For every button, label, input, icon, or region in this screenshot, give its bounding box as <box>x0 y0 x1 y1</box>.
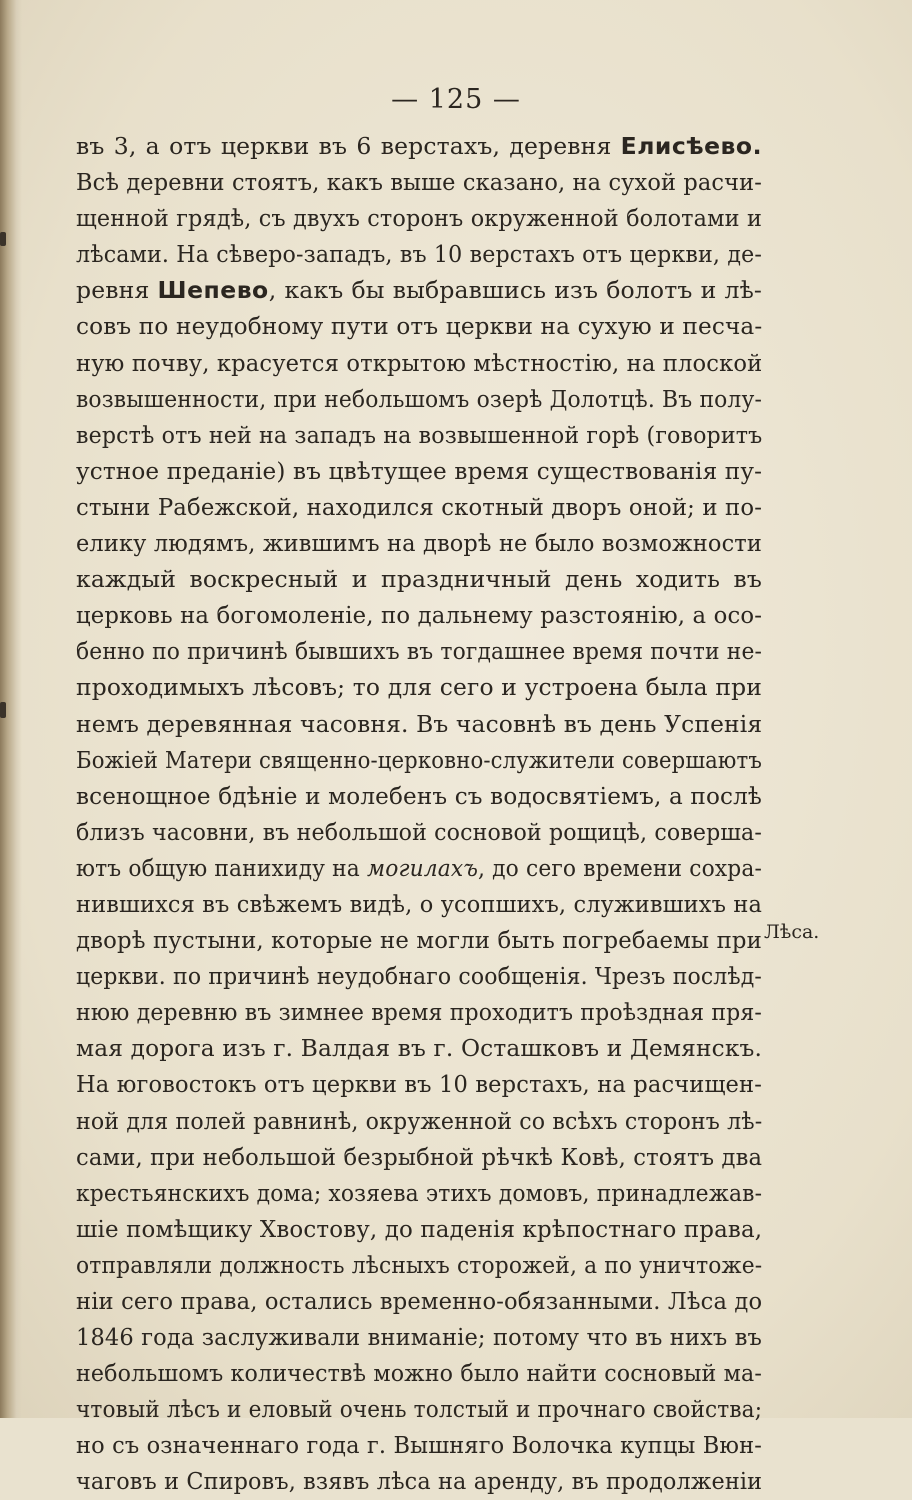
text-segment: Всѣ деревни стоятъ, какъ выше сказано, на сухой расчи- <box>76 168 762 197</box>
text-segment: ніи сего права, остались временно-обязанными. Лѣса до <box>76 1287 763 1315</box>
text-segment: дворѣ пустыни, которые не могли быть погребаемы при <box>76 926 762 955</box>
text-segment: На юговостокъ отъ церкви въ 10 верстахъ, на расчищен- <box>76 1070 762 1099</box>
text-segment: нюю деревню въ зимнее время проходитъ проѣздная пря- <box>76 998 763 1027</box>
text-segment: Божіей Матери священно-церковно-служители совершаютъ <box>76 745 762 774</box>
text-line <box>76 453 762 489</box>
text-segment: ную почву, красуется открытою мѣстностію, на плоской <box>76 348 763 377</box>
text-line <box>76 308 762 344</box>
text-segment: верстѣ отъ ней на западъ на возвышенной горѣ (говоритъ <box>76 420 763 449</box>
text-line <box>76 922 762 958</box>
text-line <box>76 886 762 922</box>
text-line <box>76 1175 762 1211</box>
text-line <box>76 706 762 742</box>
page-binding-edge <box>0 0 22 1418</box>
text-line <box>76 1283 762 1319</box>
text-segment: крестьянскихъ дома; хозяева этихъ домовъ, принадлежав- <box>76 1178 763 1207</box>
text-segment: лѣсами. На сѣверо-западъ, въ 10 верстахъ отъ церкви, де- <box>76 240 762 269</box>
text-line <box>76 1319 762 1355</box>
text-segment: возвышенности, при небольшомъ озерѣ Долотцѣ. Въ полу- <box>76 384 762 413</box>
text-segment: ютъ общую панихиду на <box>76 853 367 882</box>
binding-mark <box>0 702 6 718</box>
text-segment: , какъ бы выбравшись изъ болотъ и лѣ- <box>268 276 762 305</box>
text-segment: ревня <box>76 276 158 305</box>
text-line <box>76 778 762 814</box>
text-segment: , до сего времени сохра- <box>477 853 762 882</box>
text-segment: устное преданіе) въ цвѣтущее время существованія пу- <box>76 456 763 485</box>
text-line <box>76 1103 762 1139</box>
text-segment: небольшомъ количествѣ можно было найти сосновый ма- <box>76 1359 762 1388</box>
text-line <box>76 1247 762 1283</box>
text-segment: церкви. по причинѣ неудобнаго сообщенія. Чрезъ послѣд- <box>76 962 762 991</box>
text-segment: проходимыхъ лѣсовъ; то для сего и устроена была при <box>76 673 762 702</box>
text-segment: ной для полей равнинѣ, окруженной со всѣхъ сторонъ лѣ- <box>76 1106 763 1135</box>
text-line <box>76 1066 762 1102</box>
text-segment: близъ часовни, въ небольшой сосновой рощицѣ, соверша- <box>76 817 762 846</box>
text-segment: чтовый лѣсъ и еловый очень толстый и прочнаго свойства; <box>76 1395 763 1424</box>
text-line <box>76 1463 762 1499</box>
text-line <box>76 633 762 669</box>
text-segment: шіе помѣщику Хвостову, до паденія крѣпостнаго права, <box>76 1214 763 1243</box>
binding-mark <box>0 232 6 246</box>
text-line <box>76 1211 762 1247</box>
text-line <box>76 742 762 778</box>
text-line <box>76 417 762 453</box>
text-segment: каждый воскресный и праздничный день ходить въ <box>76 565 762 594</box>
text-line <box>76 381 762 417</box>
text-segment: совъ по неудобному пути отъ церкви на сухую и песча- <box>76 312 763 341</box>
text-line <box>76 850 762 886</box>
text-segment: церковь на богомоленіе, по дальнему разстоянію, а осо- <box>76 601 763 630</box>
text-segment: немъ деревянная часовня. Въ часовнѣ въ день Успенія <box>76 709 763 738</box>
text-line <box>76 200 762 236</box>
body-text <box>76 128 762 1500</box>
text-segment: бенно по причинѣ бывшихъ въ тогдашнее время почти не- <box>76 637 763 666</box>
text-segment: чаговъ и Спировъ, взявъ лѣса на аренду, въ продолженіи <box>76 1467 763 1496</box>
text-segment: 1846 года заслуживали вниманіе; потому что въ нихъ въ <box>76 1323 762 1352</box>
text-segment: сами, при небольшой безрыбной рѣчкѣ Ковѣ, стоятъ два <box>76 1142 763 1171</box>
italic-word: могилахъ <box>366 853 478 882</box>
text-segment: нившихся въ свѣжемъ видѣ, о усопшихъ, служившихъ на <box>76 889 762 918</box>
text-line <box>76 1427 762 1463</box>
text-line <box>76 1391 762 1427</box>
text-line <box>76 236 762 272</box>
text-line <box>76 525 762 561</box>
text-segment: стыни Рабежской, находился скотный дворъ оной; и по- <box>76 492 763 521</box>
text-segment: всенощное бдѣніе и молебенъ съ водосвятіемъ, а послѣ <box>76 781 762 810</box>
text-segment: но съ означеннаго года г. Вышняго Волочка купцы Вюн- <box>76 1431 763 1460</box>
text-segment: отправляли должность лѣсныхъ сторожей, а по уничтоже- <box>76 1250 763 1279</box>
text-segment: въ 3, а отъ церкви въ 6 верстахъ, деревня <box>76 132 621 160</box>
text-segment: елику людямъ, жившимъ на дворѣ не было возможности <box>76 529 762 558</box>
village-name: Шепево <box>157 276 269 305</box>
text-line <box>76 272 762 308</box>
text-line <box>76 164 762 200</box>
text-line <box>76 1355 762 1391</box>
margin-note: Лѣса. <box>764 921 820 943</box>
text-line <box>76 1139 762 1175</box>
text-line <box>76 128 762 164</box>
text-line <box>76 1030 762 1066</box>
text-line <box>76 994 762 1030</box>
text-line <box>76 597 762 633</box>
text-line <box>76 345 762 381</box>
village-name: Елисѣево. <box>620 132 762 160</box>
text-segment: щенной грядѣ, съ двухъ сторонъ окруженной болотами и <box>76 204 762 233</box>
page-number: — 125 — <box>391 84 521 115</box>
text-line <box>76 814 762 850</box>
text-line <box>76 958 762 994</box>
text-line <box>76 489 762 525</box>
text-line <box>76 561 762 597</box>
text-segment: мая дорога изъ г. Валдая въ г. Осташковъ и Демянскъ. <box>76 1034 763 1063</box>
text-line <box>76 669 762 705</box>
